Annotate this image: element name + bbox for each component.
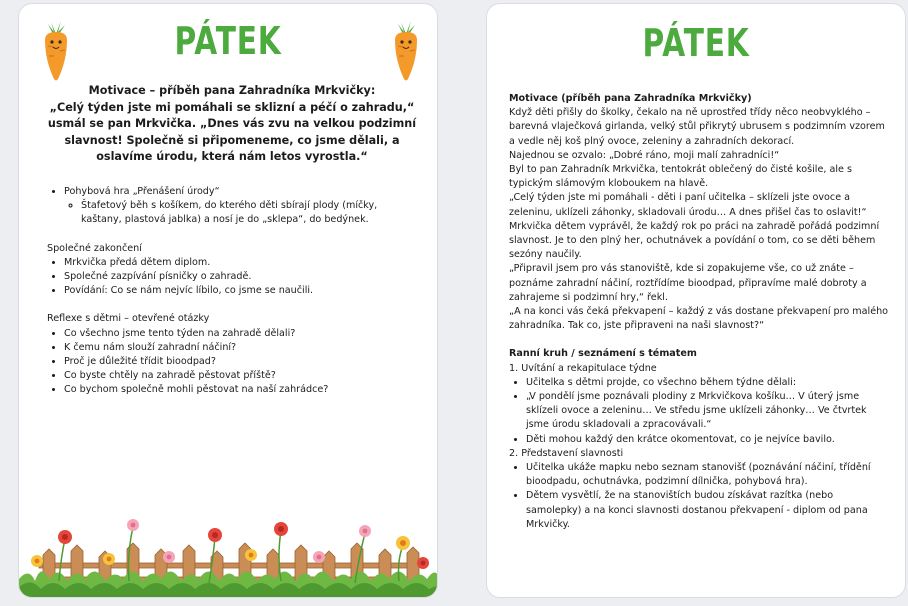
story-paragraph: Když děti přišly do školky, čekalo na ně uprostřed třídy něco neobvyklého – barevná vlaječková girlanda, velký stůl přikrytý ubrusem s podzimním vzorem a vedle něj koš plný ovoce, zeleniny a zahradních dekorací.: [509, 107, 885, 147]
list-item: • K čemu nám slouží zahradní náčiní?: [64, 341, 417, 355]
game-description: ◦ Štafetový běh s košíkem, do kterého děti sbírají plody (míčky, kaštany, plastová jablka) a nosí je do „sklepa“, do bedýnek.: [81, 199, 417, 227]
motivation-heading: Motivace – příběh pana Zahradníka Mrkvičky:: [88, 84, 376, 97]
motivation-intro: [45, 83, 419, 166]
document-page-right: [486, 3, 906, 598]
story-paragraph: „A na konci vás čeká překvapení – každý z vás dostane překvapení pro malého zahradníka. Tak co, jste připraveni na naši slavnost?“: [509, 306, 889, 332]
document-page-left: [18, 3, 438, 598]
list-item: • Co všechno jsme tento týden na zahradě dělali?: [64, 327, 417, 341]
list-item: • Učitelka s dětmi projde, co všechno během týdne dělali:: [526, 376, 889, 390]
list-item: • Děti mohou každý den krátce okomentovat, co je nejvíce bavilo.: [526, 433, 889, 447]
list-item: • Učitelka ukáže mapku nebo seznam stanovišť (poznávání náčiní, třídění bioodpadu, ochutnávka, podzimní dílnička, pohybová hra).: [526, 461, 889, 489]
list-item: • Co byste chtěly na zahradě pěstovat příště?: [64, 369, 417, 383]
story-paragraph: Byl to pan Zahradník Mrkvička, tentokrát oblečený do čisté košile, ale s typickým slámovým kloboukem na hlavě.: [509, 164, 852, 190]
list-item: • „V pondělí jsme poznávali plodiny z Mrkvičkova košíku… V úterý jsme sklízeli ovoce a zeleninu… Ve středu jsme uklízeli záhonky… Ve čtvrtek jsme úrodu skladovali a zpracovávali.“: [526, 390, 889, 433]
list-item: • Proč je důležité třídit bioodpad?: [64, 355, 417, 369]
story-paragraph: Najednou se ozvalo: „Dobré ráno, moji malí zahradníci!“: [509, 149, 780, 161]
closing-heading: Společné zakončení: [47, 242, 142, 254]
page-title: PÁTEK: [642, 21, 750, 65]
garden-illustration: [19, 497, 438, 597]
lesson-text: [509, 92, 889, 532]
list-item: • Společné zazpívání písničky o zahradě.: [64, 270, 417, 284]
carrot-icon: [389, 20, 423, 82]
motivation-heading: Motivace (příběh pana Zahradníka Mrkvičky): [509, 93, 752, 104]
list-item: • Povídání: Co se nám nejvíc líbilo, co jsme se naučili.: [64, 284, 417, 298]
list-item: [64, 185, 417, 228]
list-item: • Mrkvička předá dětem diplom.: [64, 256, 417, 270]
reflection-heading: Reflexe s dětmi – otevřené otázky: [47, 313, 210, 325]
list-item: • Dětem vysvětlí, že na stanovištích budou získávat razítka (nebo samolepky) a na konci slavnosti dostanou překvapení - diplom od pana Mrkvičky.: [526, 489, 889, 532]
page-title: PÁTEK: [174, 19, 282, 63]
morning-circle-heading: Ranní kruh / seznámení s tématem: [509, 348, 697, 360]
motivation-quote: „Celý týden jste mi pomáhali se sklizní a péčí o zahradu,“ usmál se pan Mrkvička. „Dnes vás zvu na velkou podzimní slavnost! Společně si připomeneme, co jsme dělali, a oslavíme úrodu, která nám letos vyrostla.“: [47, 100, 417, 164]
activity-list: [47, 185, 417, 412]
game-title: Pohybová hra „Přenášení úrody“: [64, 186, 220, 197]
list-item: • Co bychom společně mohli pěstovat na naší zahrádce?: [64, 383, 417, 397]
step-label: 1. Uvítání a rekapitulace týdne: [509, 362, 657, 374]
story-paragraph: „Celý týden jste mi pomáhali - děti i paní učitelka – sklízeli jste ovoce a zeleninu, uklízeli záhonky, skladovali úrodu… A dnes přišel čas to oslavit!“ Mrkvička dětem vyprávěl, že každý rok po práci na zahradě pořádá podzimní slavnost. Je to den plný her, ochutnávek a povídání o tom, co se děti během sezóny naučily.: [509, 192, 880, 261]
story-paragraph: „Připravil jsem pro vás stanoviště, kde si zopakujeme vše, co už znáte – poznáme zahradní náčiní, roztřídíme bioodpad, připravíme malé dobroty a zahrajeme si podzimní hry,“ řekl.: [509, 263, 867, 303]
step-label: 2. Představení slavnosti: [509, 447, 624, 459]
